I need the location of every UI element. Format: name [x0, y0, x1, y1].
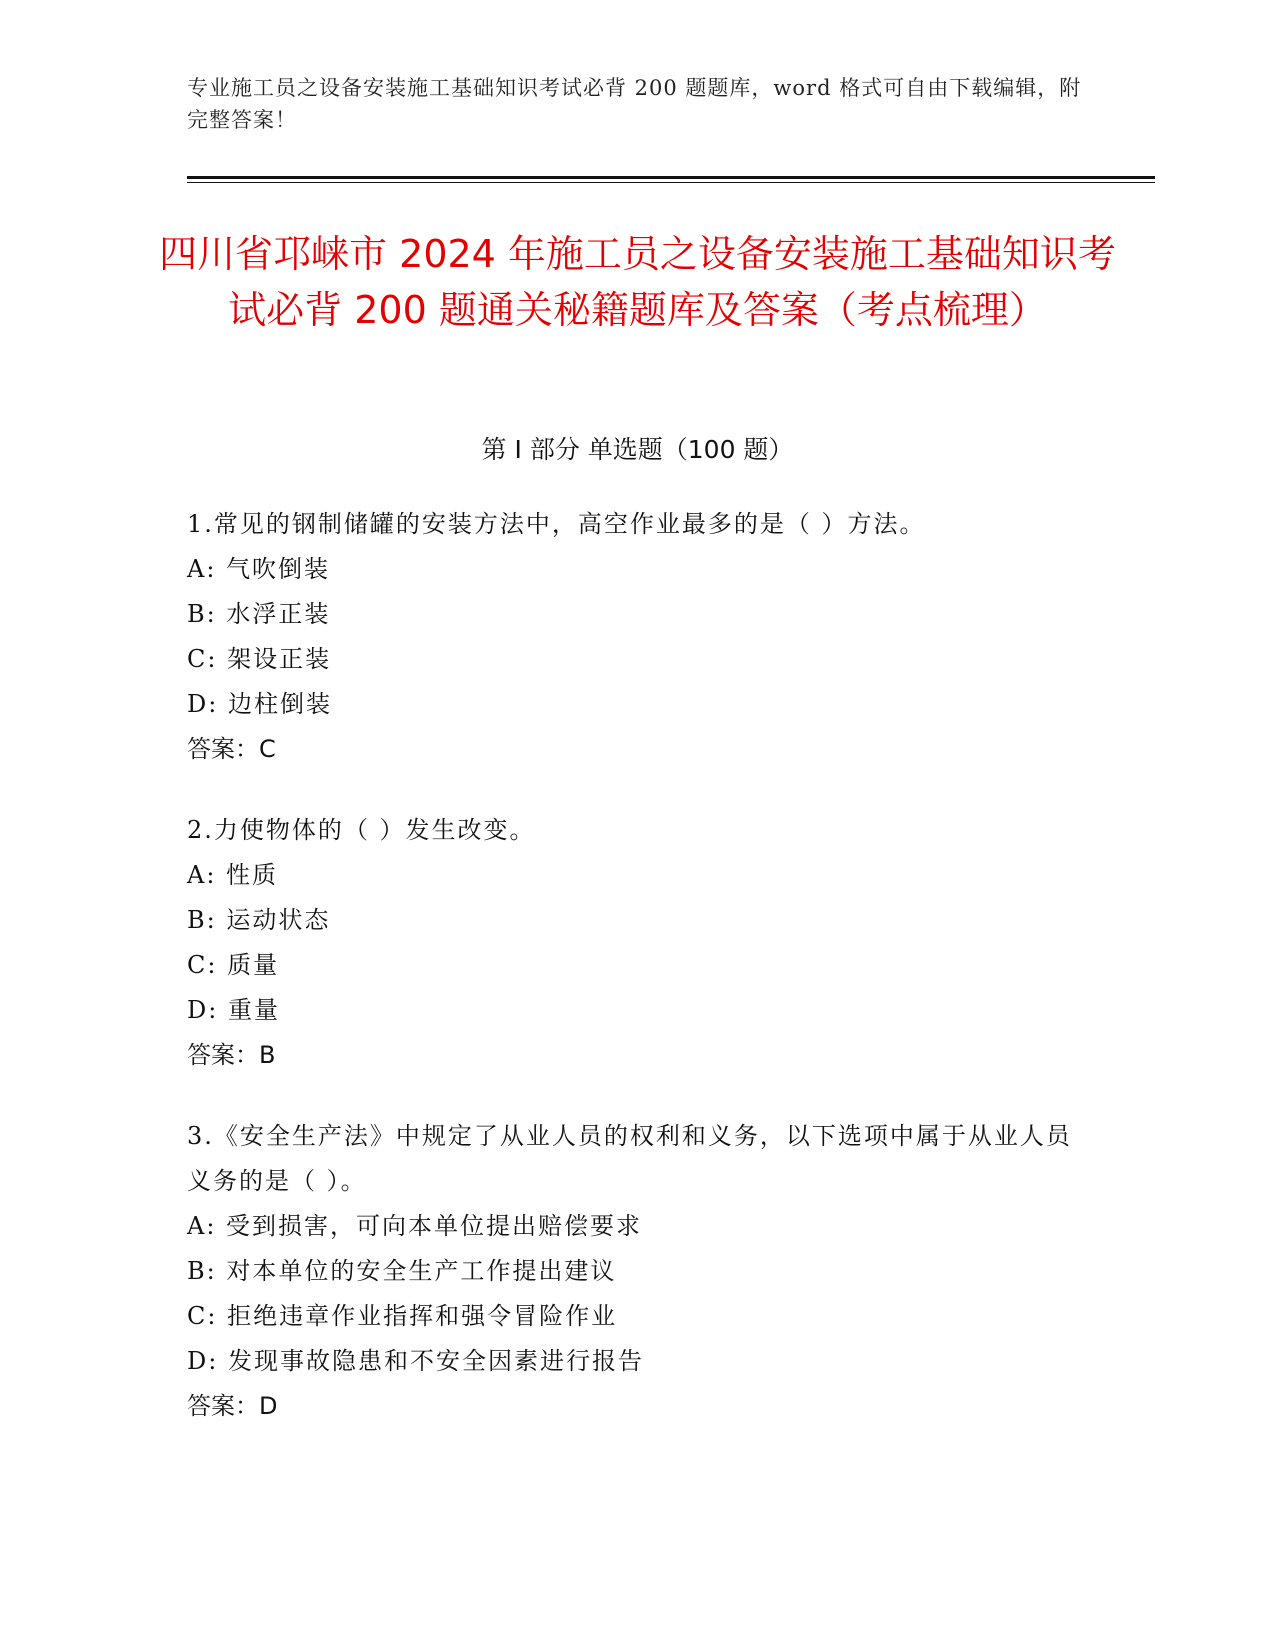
document-title: 四川省邛崃市 2024 年施工员之设备安装施工基础知识考试必背 200 题通关秘籍题库及答案（考点梳理）	[159, 232, 1116, 332]
option-d: D: 边柱倒装	[187, 690, 332, 718]
option-b: B: 水浮正装	[187, 600, 331, 628]
question-text: 1.常见的钢制储罐的安装方法中，高空作业最多的是（ ）方法。	[187, 510, 926, 538]
answer: 答案：B	[187, 1041, 276, 1069]
option-a: A: 受到损害，可向本单位提出赔偿要求	[187, 1212, 643, 1240]
option-a: A: 气吹倒装	[187, 555, 331, 583]
option-c: C: 质量	[187, 951, 280, 979]
question-2	[187, 808, 1087, 1078]
section-title: 第 I 部分 单选题（100 题）	[481, 435, 794, 464]
header-note: 专业施工员之设备安装施工基础知识考试必背 200 题题库，word 格式可自由下载编辑，附完整答案！	[187, 76, 1082, 132]
header-divider-thin	[187, 182, 1155, 183]
question-1	[187, 502, 1087, 772]
question-text: 2.力使物体的（ ）发生改变。	[187, 816, 536, 844]
header-divider-thick	[187, 176, 1155, 179]
option-a: A: 性质	[187, 861, 279, 889]
answer: 答案：D	[187, 1392, 278, 1420]
answer: 答案：C	[187, 735, 276, 763]
question-3	[187, 1114, 1087, 1429]
question-text: 3.《安全生产法》中规定了从业人员的权利和义务，以下选项中属于从业人员义务的是（ ）。	[187, 1122, 1072, 1195]
option-c: C: 架设正装	[187, 645, 332, 673]
option-c: C: 拒绝违章作业指挥和强令冒险作业	[187, 1302, 618, 1330]
option-b: B: 对本单位的安全生产工作提出建议	[187, 1257, 617, 1285]
option-d: D: 重量	[187, 996, 280, 1024]
option-b: B: 运动状态	[187, 906, 331, 934]
option-d: D: 发现事故隐患和不安全因素进行报告	[187, 1347, 644, 1375]
